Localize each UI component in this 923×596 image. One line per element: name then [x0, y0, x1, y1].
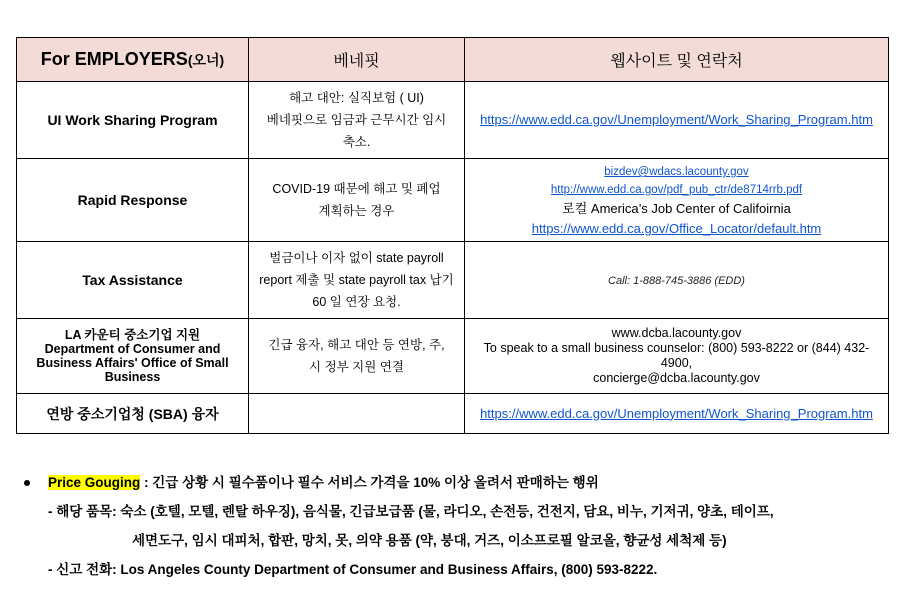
items-line: - 해당 품목: 숙소 (호텔, 모텔, 렌탈 하우징), 음식물, 긴급보급품 (물, 라디오, 손전등, 건전지, 담요, 비누, 기저귀, 양초, 테이프,: [48, 504, 774, 519]
pdf-link[interactable]: http://www.edd.ca.gov/pdf_pub_ctr/de8714rrb.pdf: [550, 184, 803, 196]
office-locator-link[interactable]: https://www.edd.ca.gov/Office_Locator/default.htm: [531, 221, 822, 236]
header-row: [17, 38, 889, 82]
bullet-line: [24, 468, 904, 497]
local-center-text: 로컬 America’s Job Center of Califoirnia: [562, 201, 791, 216]
row-contact: [465, 394, 889, 434]
row-label-line: LA 카운티 중소기업 지원: [64, 328, 201, 342]
benefit-line: 시 정부 지원 연결: [309, 360, 404, 374]
row-label: [17, 319, 249, 394]
row-benefit: [249, 159, 465, 242]
row-label-line: Department of Consumer and Business Affairs' Office of Small Business: [36, 342, 229, 384]
benefit-line: 해고 대안: 실직보험 ( UI): [289, 91, 424, 105]
table-row: [17, 82, 889, 159]
row-benefit-empty: [249, 394, 465, 434]
bizdev-email-link[interactable]: bizdev@wdacs.lacounty.gov: [604, 166, 749, 178]
row-contact: [465, 242, 889, 319]
contact-line: concierge@dcba.lacounty.gov: [593, 371, 760, 385]
sba-link[interactable]: https://www.edd.ca.gov/Unemployment/Work_Sharing_Program.htm: [480, 405, 873, 421]
benefit-line: 벌금이나 이자 없이 state payroll: [269, 251, 444, 265]
table-row: [17, 159, 889, 242]
row-contact: [465, 82, 889, 159]
table-row: [17, 319, 889, 394]
row-benefit: [249, 242, 465, 319]
row-contact: [465, 159, 889, 242]
benefit-line: 긴급 융자, 해고 대안 등 연방, 주,: [268, 338, 445, 352]
employer-resources-table: [16, 37, 889, 434]
row-label: 연방 중소기업청 (SBA) 융자: [17, 394, 249, 434]
benefit-line: report 제출 및 state payroll tax 납기: [259, 273, 454, 287]
benefit-line: 축소.: [342, 135, 371, 149]
header-employers: [17, 38, 249, 82]
report-phone-line: - 신고 전화: Los Angeles County Department of Consumer and Business Affairs, (800) 593-8222.: [48, 562, 658, 577]
table-row: [17, 242, 889, 319]
header-employers-text: For EMPLOYERS: [40, 49, 188, 69]
contact-line: To speak to a small business counselor: (800) 593-8222 or (844) 432-4900,: [483, 341, 870, 370]
table-row: [17, 394, 889, 434]
row-benefit: [249, 82, 465, 159]
header-employers-sub: (오너): [187, 52, 225, 68]
benefit-line: 계획하는 경우: [318, 204, 395, 218]
row-label: Rapid Response: [17, 159, 249, 242]
edd-phone-text: Call: 1-888-745-3886 (EDD): [608, 275, 745, 287]
benefit-line: COVID-19 때문에 해고 및 폐업: [272, 182, 441, 196]
row-label: UI Work Sharing Program: [17, 82, 249, 159]
benefit-line: 베네핏으로 임금과 근무시간 임시: [266, 113, 447, 127]
header-benefit: 베네핏: [249, 38, 465, 82]
price-gouging-highlight: Price Gouging: [48, 475, 141, 490]
price-gouging-definition: : 긴급 상황 시 필수품이나 필수 서비스 가격을 10% 이상 올려서 판매하는 행위: [140, 475, 599, 490]
benefit-line: 60 일 연장 요청.: [312, 295, 401, 309]
items-line-continued: 세면도구, 임시 대피처, 합판, 망치, 못, 의약 용품 (약, 붕대, 거즈, 이소프로필 알코올, 향균성 세척제 등): [132, 533, 727, 548]
contact-line: www.dcba.lacounty.gov: [611, 326, 742, 340]
header-website-contact: 웹사이트 및 연락처: [465, 38, 889, 82]
row-benefit: [249, 319, 465, 394]
row-contact: [465, 319, 889, 394]
bullet-icon: [24, 480, 30, 486]
work-sharing-link[interactable]: https://www.edd.ca.gov/Unemployment/Work_Sharing_Program.htm: [480, 112, 873, 127]
row-label: Tax Assistance: [17, 242, 249, 319]
price-gouging-notes: [24, 468, 904, 584]
